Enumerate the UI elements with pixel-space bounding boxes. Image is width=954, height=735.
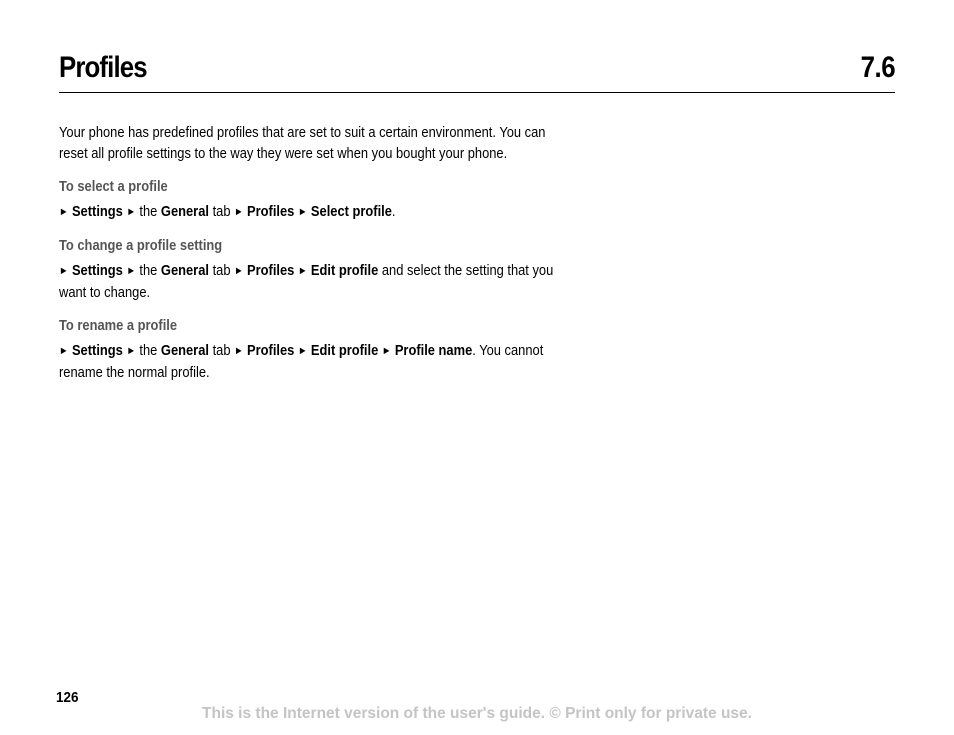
footer-disclaimer: This is the Internet version of the user's guide. © Print only for private use.	[202, 705, 752, 722]
tab-general: General	[160, 203, 209, 220]
arrow-icon: ►	[59, 345, 69, 357]
arrow-icon: ►	[234, 265, 244, 277]
arrow-icon: ►	[297, 265, 308, 277]
menu-edit-profile: Edit profile	[310, 342, 379, 359]
section-heading-rename-profile: To rename a profile	[59, 317, 178, 334]
menu-profile-name: Profile name	[394, 342, 473, 359]
page-content	[59, 122, 575, 383]
intro-paragraph: Your phone has predefined profiles that are set to suit a certain environment. You can reset all profile settings to the way they were set when you bought your phone.	[59, 124, 546, 162]
arrow-icon: ►	[234, 206, 244, 218]
title-divider	[59, 92, 895, 93]
instruction-rename-profile: ► Settings ► the General tab ► Profiles ► Edit profile ► Profile name. You cannot rename the normal profile.	[59, 342, 544, 381]
arrow-icon: ►	[126, 265, 136, 277]
page-number: 126	[56, 689, 79, 706]
menu-settings: Settings	[71, 342, 123, 359]
arrow-icon: ►	[126, 345, 136, 357]
arrow-icon: ►	[126, 206, 136, 218]
arrow-icon: ►	[297, 206, 308, 218]
menu-select-profile: Select profile	[310, 203, 392, 220]
instruction-change-profile-setting: ► Settings ► the General tab ► Profiles ► Edit profile and select the setting that you want to change.	[59, 262, 554, 301]
menu-settings: Settings	[71, 262, 123, 279]
tab-general: General	[160, 342, 209, 359]
section-heading-select-profile: To select a profile	[59, 178, 168, 195]
tab-general: General	[160, 262, 209, 279]
arrow-icon: ►	[59, 206, 69, 218]
arrow-icon: ►	[59, 265, 69, 277]
instruction-select-profile: ► Settings ► the General tab ► Profiles ► Select profile.	[59, 203, 396, 220]
menu-profiles: Profiles	[247, 262, 295, 279]
page-title: Profiles	[59, 51, 147, 84]
menu-profiles: Profiles	[247, 342, 295, 359]
menu-profiles: Profiles	[247, 203, 295, 220]
arrow-icon: ►	[297, 345, 308, 357]
arrow-icon: ►	[234, 345, 244, 357]
chapter-number: 7.6	[860, 51, 895, 84]
menu-edit-profile: Edit profile	[310, 262, 379, 279]
menu-settings: Settings	[71, 203, 123, 220]
section-heading-change-profile-setting: To change a profile setting	[59, 237, 223, 254]
arrow-icon: ►	[381, 345, 392, 357]
